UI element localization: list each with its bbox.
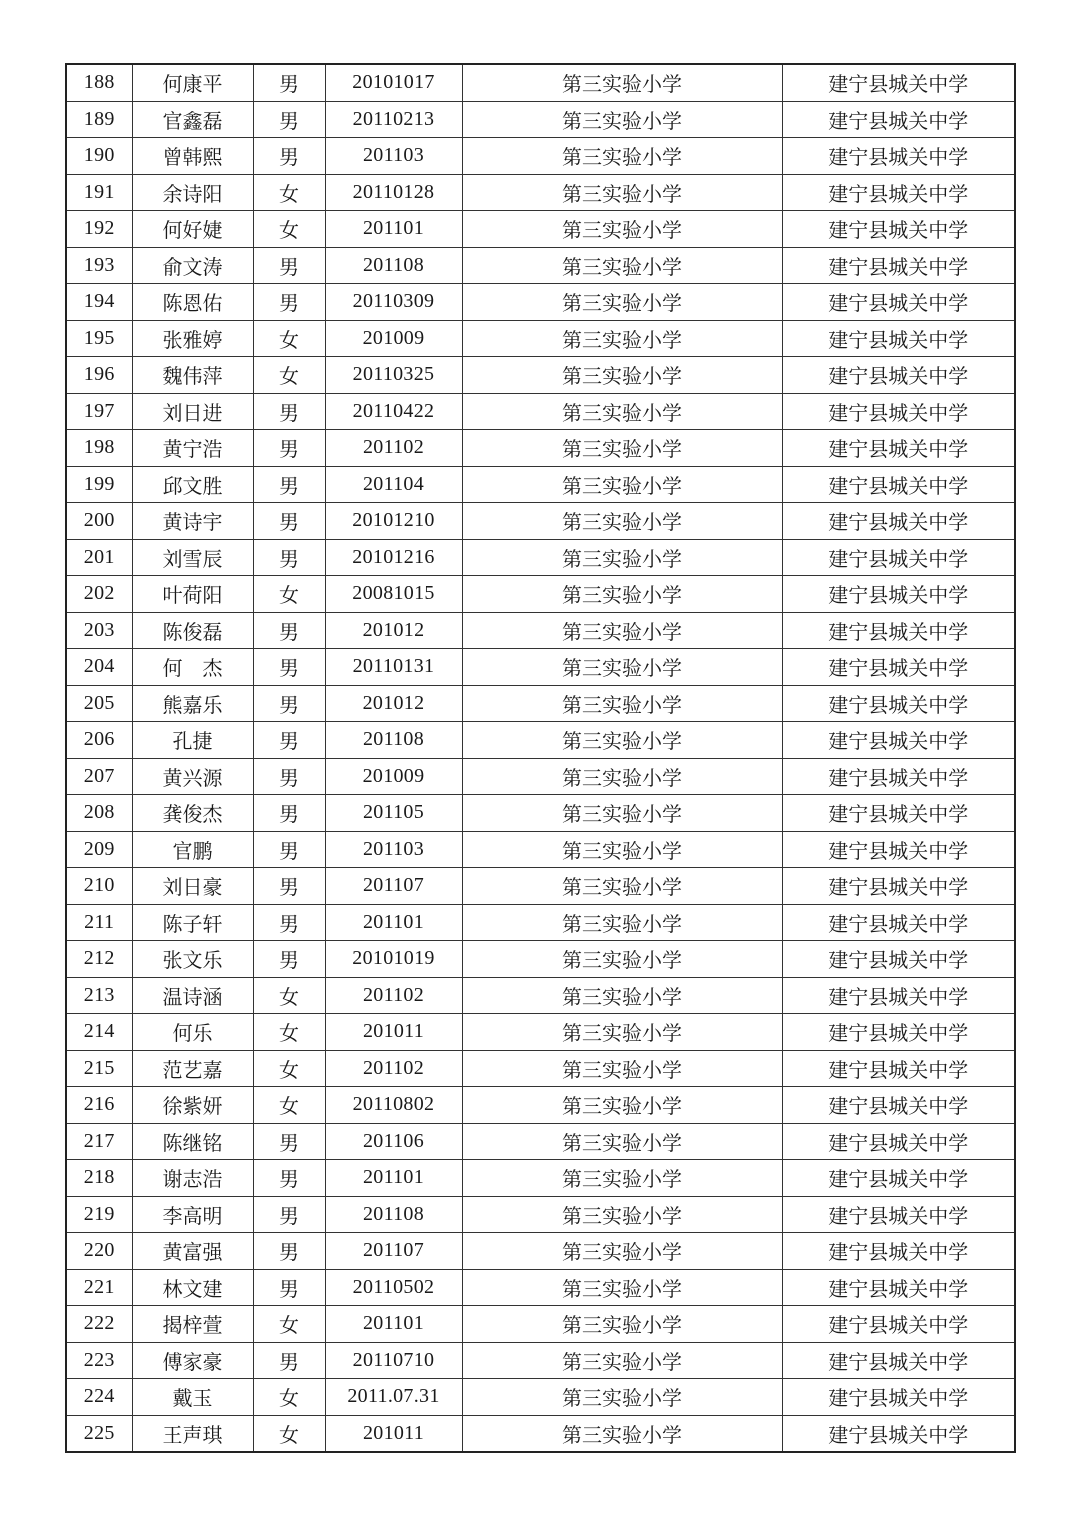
student-name: 陈继铭	[132, 1123, 253, 1160]
student-number: 219	[66, 1196, 132, 1233]
student-gender: 男	[253, 64, 325, 101]
student-gender: 男	[253, 539, 325, 576]
student-name: 陈恩佑	[132, 284, 253, 321]
student-number: 214	[66, 1014, 132, 1051]
table-row	[66, 795, 1015, 832]
student-name: 刘日豪	[132, 868, 253, 905]
student-gender: 男	[253, 758, 325, 795]
origin-school: 第三实验小学	[462, 1415, 782, 1452]
table-row	[66, 1379, 1015, 1416]
student-gender: 男	[253, 466, 325, 503]
student-number: 202	[66, 576, 132, 613]
student-name: 王声琪	[132, 1415, 253, 1452]
origin-school: 第三实验小学	[462, 357, 782, 394]
table-row	[66, 539, 1015, 576]
student-birthdate: 201107	[325, 868, 462, 905]
destination-school: 建宁县城关中学	[782, 649, 1015, 686]
student-gender: 男	[253, 1123, 325, 1160]
student-gender: 女	[253, 320, 325, 357]
student-birthdate: 20110422	[325, 393, 462, 430]
student-number: 210	[66, 868, 132, 905]
table-row	[66, 101, 1015, 138]
student-name: 邱文胜	[132, 466, 253, 503]
student-birthdate: 20110325	[325, 357, 462, 394]
student-birthdate: 201012	[325, 612, 462, 649]
student-number: 213	[66, 977, 132, 1014]
origin-school: 第三实验小学	[462, 247, 782, 284]
origin-school: 第三实验小学	[462, 1123, 782, 1160]
student-birthdate: 201104	[325, 466, 462, 503]
student-name: 戴玉	[132, 1379, 253, 1416]
destination-school: 建宁县城关中学	[782, 1415, 1015, 1452]
student-name: 陈俊磊	[132, 612, 253, 649]
student-gender: 男	[253, 1233, 325, 1270]
student-name: 黄宁浩	[132, 430, 253, 467]
student-number: 201	[66, 539, 132, 576]
student-birthdate: 201009	[325, 320, 462, 357]
student-number: 209	[66, 831, 132, 868]
destination-school: 建宁县城关中学	[782, 1014, 1015, 1051]
student-birthdate: 20101017	[325, 64, 462, 101]
student-birthdate: 201009	[325, 758, 462, 795]
destination-school: 建宁县城关中学	[782, 831, 1015, 868]
origin-school: 第三实验小学	[462, 941, 782, 978]
student-number: 217	[66, 1123, 132, 1160]
student-gender: 女	[253, 174, 325, 211]
table-row	[66, 977, 1015, 1014]
student-gender: 男	[253, 101, 325, 138]
student-name: 余诗阳	[132, 174, 253, 211]
student-name: 龚俊杰	[132, 795, 253, 832]
student-birthdate: 20101216	[325, 539, 462, 576]
destination-school: 建宁县城关中学	[782, 1160, 1015, 1197]
student-number: 189	[66, 101, 132, 138]
student-name: 陈子轩	[132, 904, 253, 941]
student-number: 204	[66, 649, 132, 686]
student-number: 220	[66, 1233, 132, 1270]
student-gender: 男	[253, 430, 325, 467]
student-birthdate: 20110502	[325, 1269, 462, 1306]
student-gender: 男	[253, 393, 325, 430]
origin-school: 第三实验小学	[462, 539, 782, 576]
table-row	[66, 1196, 1015, 1233]
student-birthdate: 20110710	[325, 1342, 462, 1379]
student-number: 212	[66, 941, 132, 978]
student-name: 傅家豪	[132, 1342, 253, 1379]
student-gender: 男	[253, 503, 325, 540]
table-row	[66, 430, 1015, 467]
origin-school: 第三实验小学	[462, 64, 782, 101]
student-name: 何康平	[132, 64, 253, 101]
student-number: 197	[66, 393, 132, 430]
student-birthdate: 20110213	[325, 101, 462, 138]
student-number: 211	[66, 904, 132, 941]
origin-school: 第三实验小学	[462, 758, 782, 795]
student-birthdate: 20110131	[325, 649, 462, 686]
student-number: 196	[66, 357, 132, 394]
destination-school: 建宁县城关中学	[782, 101, 1015, 138]
student-name: 何乐	[132, 1014, 253, 1051]
table-row	[66, 1306, 1015, 1343]
table-row	[66, 722, 1015, 759]
table-row	[66, 941, 1015, 978]
student-gender: 男	[253, 138, 325, 175]
origin-school: 第三实验小学	[462, 1342, 782, 1379]
origin-school: 第三实验小学	[462, 1160, 782, 1197]
origin-school: 第三实验小学	[462, 612, 782, 649]
destination-school: 建宁县城关中学	[782, 138, 1015, 175]
student-number: 215	[66, 1050, 132, 1087]
student-roster-table	[65, 63, 1016, 1453]
origin-school: 第三实验小学	[462, 430, 782, 467]
student-number: 221	[66, 1269, 132, 1306]
destination-school: 建宁县城关中学	[782, 977, 1015, 1014]
destination-school: 建宁县城关中学	[782, 1379, 1015, 1416]
student-number: 199	[66, 466, 132, 503]
student-gender: 女	[253, 1415, 325, 1452]
student-name: 孔捷	[132, 722, 253, 759]
student-birthdate: 201105	[325, 795, 462, 832]
student-birthdate: 201102	[325, 430, 462, 467]
table-row	[66, 576, 1015, 613]
destination-school: 建宁县城关中学	[782, 320, 1015, 357]
student-gender: 女	[253, 576, 325, 613]
destination-school: 建宁县城关中学	[782, 795, 1015, 832]
destination-school: 建宁县城关中学	[782, 1087, 1015, 1124]
table-row	[66, 1342, 1015, 1379]
student-name: 黄兴源	[132, 758, 253, 795]
destination-school: 建宁县城关中学	[782, 868, 1015, 905]
student-number: 198	[66, 430, 132, 467]
student-gender: 男	[253, 284, 325, 321]
origin-school: 第三实验小学	[462, 138, 782, 175]
origin-school: 第三实验小学	[462, 503, 782, 540]
student-number: 222	[66, 1306, 132, 1343]
student-gender: 男	[253, 1196, 325, 1233]
destination-school: 建宁县城关中学	[782, 904, 1015, 941]
origin-school: 第三实验小学	[462, 284, 782, 321]
destination-school: 建宁县城关中学	[782, 466, 1015, 503]
table-row	[66, 174, 1015, 211]
student-birthdate: 20101210	[325, 503, 462, 540]
student-number: 225	[66, 1415, 132, 1452]
student-name: 官鹏	[132, 831, 253, 868]
student-birthdate: 201108	[325, 1196, 462, 1233]
student-birthdate: 20110128	[325, 174, 462, 211]
student-birthdate: 201011	[325, 1415, 462, 1452]
student-birthdate: 201012	[325, 685, 462, 722]
student-number: 224	[66, 1379, 132, 1416]
student-number: 203	[66, 612, 132, 649]
student-gender: 男	[253, 1160, 325, 1197]
student-birthdate: 201102	[325, 1050, 462, 1087]
student-name: 刘日进	[132, 393, 253, 430]
student-birthdate: 201101	[325, 904, 462, 941]
student-gender: 女	[253, 357, 325, 394]
student-name: 张雅婷	[132, 320, 253, 357]
student-name: 李高明	[132, 1196, 253, 1233]
student-gender: 女	[253, 1379, 325, 1416]
student-birthdate: 201101	[325, 1306, 462, 1343]
student-number: 206	[66, 722, 132, 759]
student-birthdate: 201106	[325, 1123, 462, 1160]
origin-school: 第三实验小学	[462, 977, 782, 1014]
table-row	[66, 1160, 1015, 1197]
student-birthdate: 201103	[325, 138, 462, 175]
student-gender: 女	[253, 1306, 325, 1343]
origin-school: 第三实验小学	[462, 101, 782, 138]
destination-school: 建宁县城关中学	[782, 576, 1015, 613]
student-gender: 女	[253, 1050, 325, 1087]
student-name: 魏伟萍	[132, 357, 253, 394]
student-number: 192	[66, 211, 132, 248]
origin-school: 第三实验小学	[462, 1087, 782, 1124]
destination-school: 建宁县城关中学	[782, 1233, 1015, 1270]
table-row	[66, 247, 1015, 284]
student-birthdate: 201108	[325, 722, 462, 759]
student-birthdate: 20110802	[325, 1087, 462, 1124]
destination-school: 建宁县城关中学	[782, 357, 1015, 394]
origin-school: 第三实验小学	[462, 211, 782, 248]
student-number: 195	[66, 320, 132, 357]
table-row	[66, 357, 1015, 394]
student-name: 范艺嘉	[132, 1050, 253, 1087]
destination-school: 建宁县城关中学	[782, 758, 1015, 795]
table-row	[66, 284, 1015, 321]
student-gender: 男	[253, 868, 325, 905]
destination-school: 建宁县城关中学	[782, 685, 1015, 722]
origin-school: 第三实验小学	[462, 1306, 782, 1343]
student-gender: 男	[253, 795, 325, 832]
origin-school: 第三实验小学	[462, 320, 782, 357]
table-row	[66, 868, 1015, 905]
student-number: 216	[66, 1087, 132, 1124]
student-gender: 男	[253, 941, 325, 978]
destination-school: 建宁县城关中学	[782, 1196, 1015, 1233]
student-name: 张文乐	[132, 941, 253, 978]
student-gender: 男	[253, 649, 325, 686]
student-number: 190	[66, 138, 132, 175]
student-gender: 男	[253, 722, 325, 759]
student-gender: 女	[253, 1087, 325, 1124]
student-number: 188	[66, 64, 132, 101]
student-gender: 男	[253, 247, 325, 284]
student-birthdate: 201103	[325, 831, 462, 868]
origin-school: 第三实验小学	[462, 868, 782, 905]
student-name: 黄富强	[132, 1233, 253, 1270]
student-gender: 男	[253, 612, 325, 649]
destination-school: 建宁县城关中学	[782, 612, 1015, 649]
student-birthdate: 201108	[325, 247, 462, 284]
origin-school: 第三实验小学	[462, 795, 782, 832]
student-gender: 女	[253, 211, 325, 248]
origin-school: 第三实验小学	[462, 1269, 782, 1306]
table-row	[66, 503, 1015, 540]
table-row	[66, 466, 1015, 503]
origin-school: 第三实验小学	[462, 831, 782, 868]
student-gender: 男	[253, 1342, 325, 1379]
origin-school: 第三实验小学	[462, 1014, 782, 1051]
table-row	[66, 1269, 1015, 1306]
table-row	[66, 393, 1015, 430]
student-name: 谢志浩	[132, 1160, 253, 1197]
table-row	[66, 1050, 1015, 1087]
destination-school: 建宁县城关中学	[782, 1306, 1015, 1343]
destination-school: 建宁县城关中学	[782, 1269, 1015, 1306]
table-row	[66, 138, 1015, 175]
student-name: 何好婕	[132, 211, 253, 248]
student-number: 223	[66, 1342, 132, 1379]
destination-school: 建宁县城关中学	[782, 174, 1015, 211]
student-birthdate: 201101	[325, 211, 462, 248]
destination-school: 建宁县城关中学	[782, 64, 1015, 101]
destination-school: 建宁县城关中学	[782, 941, 1015, 978]
destination-school: 建宁县城关中学	[782, 393, 1015, 430]
destination-school: 建宁县城关中学	[782, 722, 1015, 759]
table-row	[66, 320, 1015, 357]
student-number: 194	[66, 284, 132, 321]
student-birthdate: 201107	[325, 1233, 462, 1270]
destination-school: 建宁县城关中学	[782, 284, 1015, 321]
destination-school: 建宁县城关中学	[782, 247, 1015, 284]
student-birthdate: 20081015	[325, 576, 462, 613]
origin-school: 第三实验小学	[462, 1379, 782, 1416]
student-name: 何 杰	[132, 649, 253, 686]
student-birthdate: 201102	[325, 977, 462, 1014]
student-name: 刘雪辰	[132, 539, 253, 576]
student-name: 熊嘉乐	[132, 685, 253, 722]
table-row	[66, 1087, 1015, 1124]
student-gender: 男	[253, 685, 325, 722]
student-number: 200	[66, 503, 132, 540]
roster-body	[66, 64, 1015, 1452]
table-row	[66, 649, 1015, 686]
origin-school: 第三实验小学	[462, 393, 782, 430]
student-number: 218	[66, 1160, 132, 1197]
origin-school: 第三实验小学	[462, 904, 782, 941]
table-row	[66, 685, 1015, 722]
student-gender: 女	[253, 1014, 325, 1051]
destination-school: 建宁县城关中学	[782, 1050, 1015, 1087]
table-row	[66, 1233, 1015, 1270]
destination-school: 建宁县城关中学	[782, 503, 1015, 540]
student-birthdate: 2011.07.31	[325, 1379, 462, 1416]
origin-school: 第三实验小学	[462, 1050, 782, 1087]
student-number: 208	[66, 795, 132, 832]
student-name: 徐紫妍	[132, 1087, 253, 1124]
destination-school: 建宁县城关中学	[782, 430, 1015, 467]
student-name: 林文建	[132, 1269, 253, 1306]
table-row	[66, 64, 1015, 101]
table-row	[66, 211, 1015, 248]
student-name: 叶荷阳	[132, 576, 253, 613]
origin-school: 第三实验小学	[462, 649, 782, 686]
student-name: 官鑫磊	[132, 101, 253, 138]
destination-school: 建宁县城关中学	[782, 211, 1015, 248]
destination-school: 建宁县城关中学	[782, 1342, 1015, 1379]
table-row	[66, 1415, 1015, 1452]
student-name: 黄诗宇	[132, 503, 253, 540]
table-row	[66, 1123, 1015, 1160]
origin-school: 第三实验小学	[462, 576, 782, 613]
origin-school: 第三实验小学	[462, 466, 782, 503]
destination-school: 建宁县城关中学	[782, 1123, 1015, 1160]
origin-school: 第三实验小学	[462, 685, 782, 722]
student-gender: 男	[253, 1269, 325, 1306]
origin-school: 第三实验小学	[462, 1196, 782, 1233]
student-number: 207	[66, 758, 132, 795]
table-row	[66, 831, 1015, 868]
student-birthdate: 20101019	[325, 941, 462, 978]
student-gender: 女	[253, 977, 325, 1014]
origin-school: 第三实验小学	[462, 722, 782, 759]
table-row	[66, 758, 1015, 795]
table-row	[66, 612, 1015, 649]
student-birthdate: 20110309	[325, 284, 462, 321]
table-row	[66, 1014, 1015, 1051]
student-gender: 男	[253, 904, 325, 941]
destination-school: 建宁县城关中学	[782, 539, 1015, 576]
student-name: 曾韩熙	[132, 138, 253, 175]
student-name: 俞文涛	[132, 247, 253, 284]
student-birthdate: 201101	[325, 1160, 462, 1197]
student-name: 温诗涵	[132, 977, 253, 1014]
student-number: 191	[66, 174, 132, 211]
table-row	[66, 904, 1015, 941]
student-birthdate: 201011	[325, 1014, 462, 1051]
student-gender: 男	[253, 831, 325, 868]
origin-school: 第三实验小学	[462, 1233, 782, 1270]
student-number: 193	[66, 247, 132, 284]
student-name: 揭梓萱	[132, 1306, 253, 1343]
origin-school: 第三实验小学	[462, 174, 782, 211]
student-number: 205	[66, 685, 132, 722]
